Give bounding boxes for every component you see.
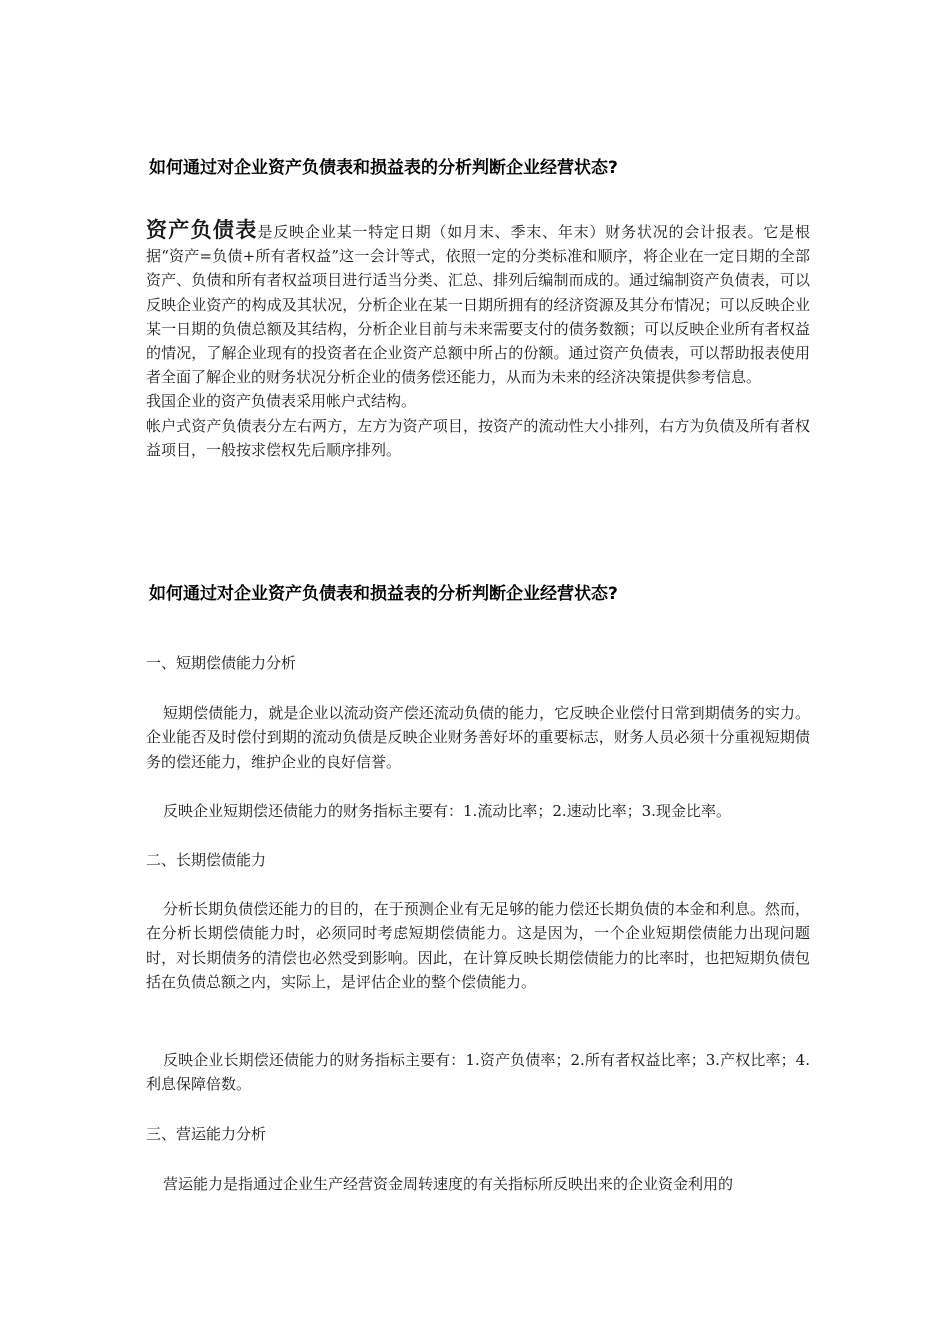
short-term-paragraph-1 — [146, 701, 810, 774]
section-heading-text: 二、长期偿债能力 — [146, 851, 267, 869]
section-heading-text: 三、营运能力分析 — [146, 1125, 267, 1143]
long-term-paragraph-2 — [146, 1048, 810, 1097]
paragraph-text: 反映企业短期偿还债能力的财务指标主要有：1.流动比率；2.速动比率；3.现金比率。 — [163, 802, 731, 820]
section-heading-operating — [146, 1122, 810, 1146]
account-format-paragraph: 帐户式资产负债表分左右两方，左方为资产项目，按资产的流动性大小排列，右方为负债及所有者权益项目，一般按求偿权先后顺序排列。 — [146, 416, 810, 459]
account-structure-paragraph: 我国企业的资产负债表采用帐户式结构。 — [146, 392, 417, 411]
lead-term: 资产负债表 — [146, 218, 258, 242]
operating-paragraph-1 — [146, 1172, 810, 1196]
paragraph-text: 反映企业长期偿还债能力的财务指标主要有：1.资产负债率；2.所有者权益比率；3.产权比率；4.利息保障倍数。 — [146, 1051, 810, 1094]
lead-text: 是反映企业某一特定日期（如月末、季末、年末）财务状况的会计报表。它是根据“资产=负债+所有者权益”这一会计等式，依照一定的分类标准和顺序，将企业在一定日期的全部资产、负债和所有者权益项目进行适当分类、汇总、排列后编制而成的。通过编制资产负债表，可以反映企业资产的构成及其状况，分析企业在某一日期所拥有的经济资源及其分布情况；可以反映企业某一日期的负债总额及其结构，分析企业目前与未来需要支付的债务数额；可以反映企业所有者权益的情况，了解企业现有的投资者在企业资产总额中所占的份额。通过资产负债表，可以帮助报表使用者全面了解企业的财务状况分析企业的债务偿还能力，从而为未来的经济决策提供参考信息。 — [146, 223, 810, 387]
paragraph-text: 短期偿债能力，就是企业以流动资产偿还流动负债的能力，它反映企业偿付日常到期债务的实力。企业能否及时偿付到期的流动负债是反映企业财务善好坏的重要标志，财务人员必须十分重视短期债务的偿还能力，维护企业的良好信誉。 — [146, 704, 810, 771]
paragraph-text: 分析长期负债偿还能力的目的，在于预测企业有无足够的能力偿还长期负债的本金和利息。然而，在分析长期偿债能力时，必须同时考虑短期偿债能力。这是因为，一个企业短期偿债能力出现问题时，对长期债务的清偿也必然受到影响。因此，在计算反映长期偿债能力的比率时，也把短期负债包括在负债总额之内，实际上，是评估企业的整个偿债能力。 — [146, 900, 810, 992]
long-term-paragraph-1 — [146, 897, 810, 995]
intro-section — [146, 218, 810, 462]
section-heading-long-term — [146, 848, 810, 872]
document-title-first: 如何通过对企业资产负债表和损益表的分析判断企业经营状态? — [149, 158, 618, 178]
short-term-paragraph-2 — [146, 799, 810, 823]
intro-paragraph — [146, 218, 810, 389]
document-title-second: 如何通过对企业资产负债表和损益表的分析判断企业经营状态? — [149, 584, 618, 604]
section-heading-text: 一、短期偿债能力分析 — [146, 654, 297, 672]
paragraph-text: 营运能力是指通过企业生产经营资金周转速度的有关指标所反映出来的企业资金利用的 — [163, 1175, 734, 1193]
section-heading-short-term — [146, 651, 810, 675]
